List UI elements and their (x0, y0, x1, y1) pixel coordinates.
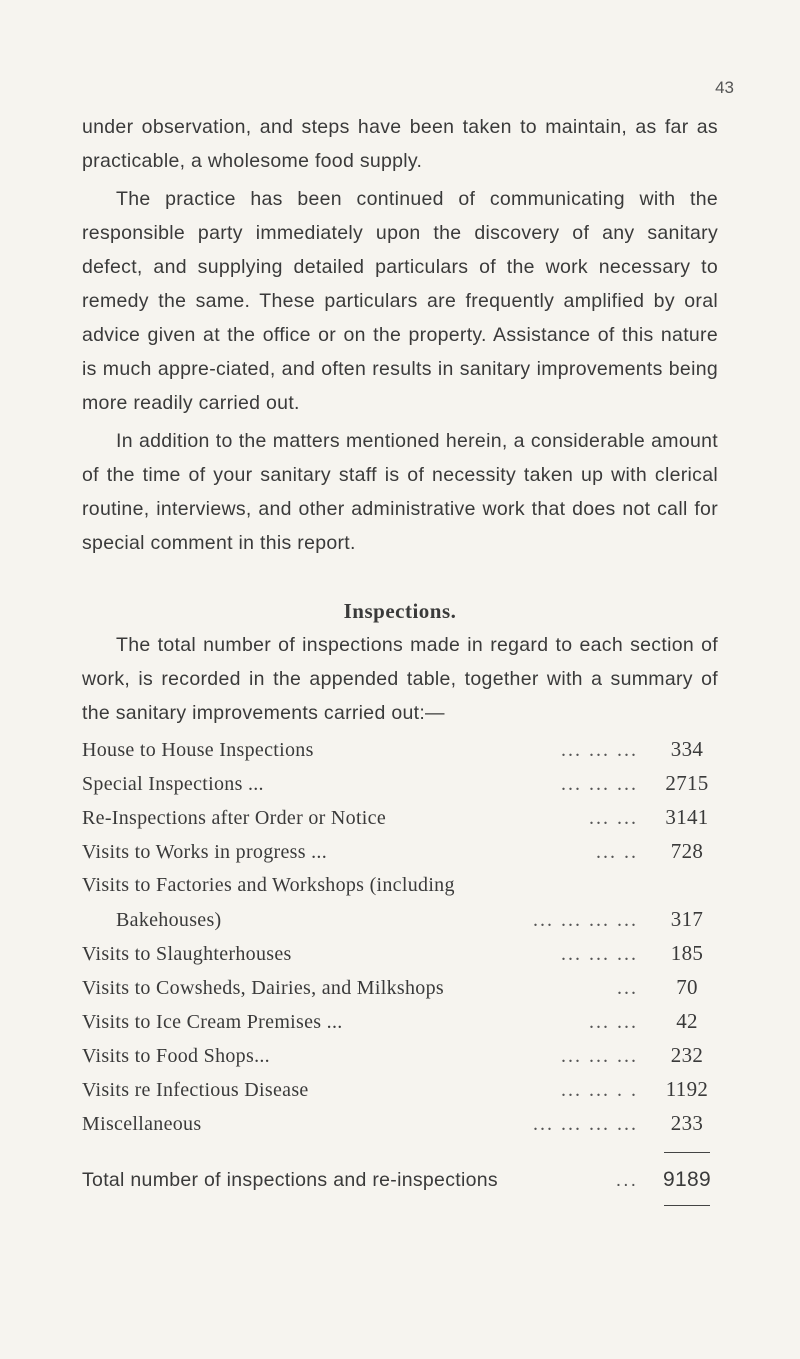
row-leader: ... ... (589, 1011, 638, 1033)
table-row (82, 1038, 718, 1072)
row-value: 232 (670, 1043, 704, 1067)
paragraph-3: In addition to the matters mentioned herein, a considerable amount of the time of your sanitary staff is of necessity taken up with clerical routine, interviews, and other administrative work that does not call for special comment in this report. (82, 430, 718, 554)
row-leader: ... ... . . (561, 1079, 638, 1101)
table-row (82, 936, 718, 970)
row-label: House to House Inspections (82, 739, 314, 761)
row-value: 334 (670, 737, 704, 761)
row-label: Bakehouses) (116, 909, 222, 931)
total-value: 9189 (663, 1168, 711, 1191)
total-label: Total number of inspections and re-inspections (82, 1169, 498, 1191)
paragraph-2: The practice has been continued of communicating with the responsible party immediately upon the discovery of any sanitary defect, and supplying detailed particulars of the work necessary to remedy the same. These particulars are frequently amplified by oral advice given at the office or on the property. Assistance of this nature is much appre-ciated, and often results in sanitary improvements being more readily carried out. (82, 188, 718, 414)
row-value: 3141 (665, 805, 709, 829)
row-leader: ... .. (596, 841, 638, 863)
table-row (82, 970, 718, 1004)
row-leader: ... ... ... (561, 943, 638, 965)
paragraph-1: under observation, and steps have been taken to maintain, as far as practicable, a wholesome food supply. (82, 116, 718, 172)
total-leader: ... (615, 1169, 638, 1191)
row-label: Re-Inspections after Order or Notice (82, 807, 387, 829)
row-label: Visits to Food Shops... (82, 1045, 270, 1067)
table-row (82, 1106, 718, 1140)
row-label: Visits to Works in progress ... (82, 841, 328, 863)
row-value: 1192 (665, 1077, 709, 1101)
table-row (82, 732, 718, 766)
intro-paragraph: The total number of inspections made in regard to each section of work, is recorded in the appended table, together with a summary of the sanitary improvements carried out:— (82, 634, 718, 724)
row-leader: ... ... ... (561, 739, 638, 761)
row-leader: ... ... ... ... (533, 1113, 638, 1135)
section-heading: Inspections. (343, 599, 457, 623)
table-row (82, 902, 718, 936)
row-leader: ... (617, 977, 638, 999)
table-row (82, 1004, 718, 1038)
row-label: Visits to Cowsheds, Dairies, and Milkshops (82, 977, 444, 999)
table-row (82, 834, 718, 868)
row-leader: ... ... ... (561, 773, 638, 795)
row-value: 42 (676, 1009, 698, 1033)
row-value: 317 (670, 907, 704, 931)
table-row (82, 1072, 718, 1106)
table-row (82, 800, 718, 834)
inspections-table (82, 732, 718, 1206)
row-leader: ... ... ... ... (533, 909, 638, 931)
row-label: Miscellaneous (82, 1113, 202, 1135)
row-label: Visits to Ice Cream Premises ... (82, 1011, 343, 1033)
row-value: 2715 (665, 771, 709, 795)
row-value: 70 (676, 975, 698, 999)
row-leader: ... ... ... (561, 1045, 638, 1067)
table-row (82, 766, 718, 800)
total-rule (664, 1205, 710, 1206)
row-value: 728 (670, 839, 704, 863)
page-number: 43 (715, 78, 734, 97)
row-label: Visits to Factories and Workshops (including (82, 874, 455, 896)
document-body (82, 110, 718, 1206)
table-row (82, 868, 718, 902)
total-row (82, 1163, 718, 1197)
row-leader: ... ... (589, 807, 638, 829)
row-label: Special Inspections ... (82, 773, 264, 795)
row-value: 185 (670, 941, 704, 965)
row-label: Visits to Slaughterhouses (82, 943, 292, 965)
row-value: 233 (670, 1111, 704, 1135)
row-label: Visits re Infectious Disease (82, 1079, 309, 1101)
sum-rule (664, 1152, 710, 1153)
